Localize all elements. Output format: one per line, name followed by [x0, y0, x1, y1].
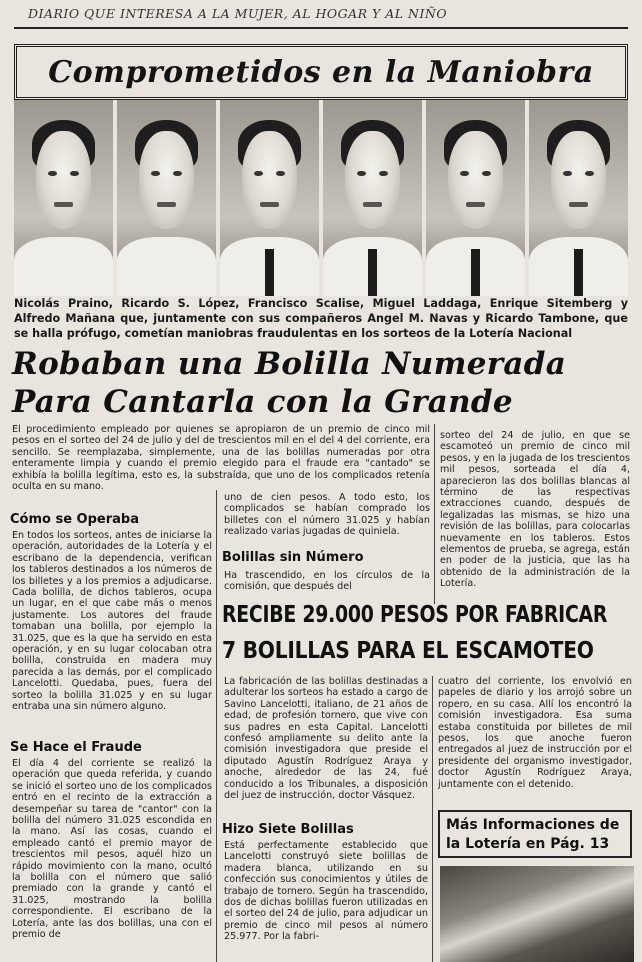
portrait-photo [426, 100, 525, 296]
fabricacion-text: La fabricación de las bolillas destinadas a adulterar los sorteos ha estado a cargo de Savino Lancelotti, italiano, de 21 años de edad, de profesión tornero, que vive con sus padres en esta Capital. Lancelotti confesó ampliamente su delito ante la comisión investigadora que preside el diputado Agustín Rodríguez Araya y anoche, alrededor de las 24, fué conducido a los Tribunales, a disposición del juez de instrucción, doctor Vásquez. [224, 676, 428, 802]
corner-photo [440, 866, 634, 962]
section-title-se-hace-el-fraude: Se Hace el Fraude [10, 740, 142, 755]
section-title-hizo-siete-bolillas: Hizo Siete Bolillas [222, 822, 354, 837]
como-se-operaba-text: En todos los sorteos, antes de iniciarse la operación, autoridades de la Lotería y el escribano de la dependencia, verifican los tableros destinados a los números de los billetes y a los premios a adjudicarse. Cada bolilla, de dichos tableros, ocupa un lugar, en el que cabe más o menos justamente. Los autores del fraude tomaban una bolilla, por ejemplo la 31.025, que es la que ha servido en esta operación, y en su lugar colocaban otra bolilla, construida en madera muy parecida a las demás, por el complicado Lancelotti. Quedaba, pues, fuera del sorteo la bolilla 31.025 y en su lugar entraba una sin número alguno. [12, 530, 212, 713]
se-hace-el-fraude-text: El día 4 del corriente se realizó la operación que queda referida, y cuando se inició el sorteo uno de los complicados entró en el recinto de la extracción a desempeñar su tarea de "cantor" con la bolilla del número 31.025 escondida en la mano. Así las cosas, cuando el empleado cantó el premio mayor de trescientos mil pesos, aquél hizo un rápido movimiento con la mano, ocultó la bolilla con el número que salió premiado con la grande y cantó el 31.025, mostrando la bolilla correspondiente. El escribano de la Lotería, ante las dos bolillas, una con el premio de [12, 758, 212, 941]
banner [14, 44, 628, 100]
como-se-operaba-continued: uno de cien pesos. A todo esto, los complicados se habían comprado los billetes con el número 31.025 y habían realizado varias jugadas de quiniela. [224, 492, 430, 538]
column-rule [432, 676, 433, 962]
more-info-line2: la Lotería en Pág. 13 [446, 836, 610, 852]
main-headline-line2: Para Cantarla con la Grande [12, 384, 513, 420]
bolillas-sin-numero-text: Ha trascendido, en los círculos de la comisión, que después del [224, 570, 430, 593]
section-title-como-se-operaba: Cómo se Operaba [10, 512, 139, 527]
second-headline-line2: 7 BOLILLAS PARA EL ESCAMOTEO [222, 638, 594, 664]
portrait-photo [117, 100, 216, 296]
more-info-box [438, 810, 632, 858]
portrait-photo [323, 100, 422, 296]
main-headline-line1: Robaban una Bolilla Numerada [12, 346, 567, 382]
portrait-photo [529, 100, 628, 296]
column-rule [216, 490, 217, 962]
section-title-bolillas-sin-numero: Bolillas sin Número [222, 550, 364, 565]
more-info-line1: Más Informaciones de [446, 817, 620, 833]
banner-title: Comprometidos en la Maniobra [48, 54, 594, 90]
fabricacion-continued: cuatro del corriente, los envolvió en papeles de diario y los arrojó sobre un ropero, en su casa. Allí los encontró la comisión investigadora. Esa suma estaba constituida por billetes de mil pesos, los que anoche fueron entregados al juez de instrucción por el presidente del organismo investigador, doctor Agustín Rodríguez Araya, juntamente con el detenido. [438, 676, 632, 790]
column-rule [434, 424, 435, 604]
second-headline-line1: RECIBE 29.000 PESOS POR FABRICAR [222, 602, 608, 628]
photo-caption: Nicolás Praino, Ricardo S. López, Francisco Scalise, Miguel Laddaga, Enrique Sitemberg y Alfredo Mañana que, juntamente con sus compañeros Angel M. Navas y Ricardo Tambone, que se halla prófugo, cometían maniobras fraudulentas en los sorteos de la Lotería Nacional [14, 297, 628, 340]
top-rule [14, 27, 628, 29]
lead-paragraph: El procedimiento empleado por quienes se apropiaron de un premio de cinco mil pesos en el sorteo del 24 de julio y del de trescientos mil en el del 4 del corriente, era sencillo. Se reemplazaba, simplemente, una de las bolillas numeradas por otra enteramente limpia y cuando el premio elegido para el fraude era "cantado" se exhibía la bolilla legítima, esto es, la substraída, que uno de los complicados retenía oculta en su mano. [12, 424, 430, 493]
hizo-siete-bolillas-text: Está perfectamente establecido que Lancelotti construyó siete bolillas de madera blanca, utilizando en su confección sus conocimientos y útiles de trabajo de tornero. Según ha trascendido, dos de dichas bolillas fueron utilizadas en el sorteo del 24 de julio, para adjudicar un premio de cinco mil pesos al número 25.977. Por la fabri- [224, 840, 428, 943]
lead-continued: sorteo del 24 de julio, en que se escamoteó un premio de cinco mil pesos, y en la jugada de los trescientos mil pesos, sorteada el día 4, aparecieron las dos bolillas blancas al término de las respectivas extracciones cuando, después de legalizadas las mismas, se hizo una revisión de las bolillas, para colocarlas nuevamente en los tableros. Estos elementos de prueba, se agrega, están en poder de la justicia, que las ha obtenido de la administración de la Lotería. [440, 430, 630, 590]
portrait-photo [14, 100, 113, 296]
portrait-photo [220, 100, 319, 296]
photo-strip [14, 100, 628, 296]
tagline: DIARIO QUE INTERESA A LA MUJER, AL HOGAR Y AL NIÑO [28, 6, 448, 21]
